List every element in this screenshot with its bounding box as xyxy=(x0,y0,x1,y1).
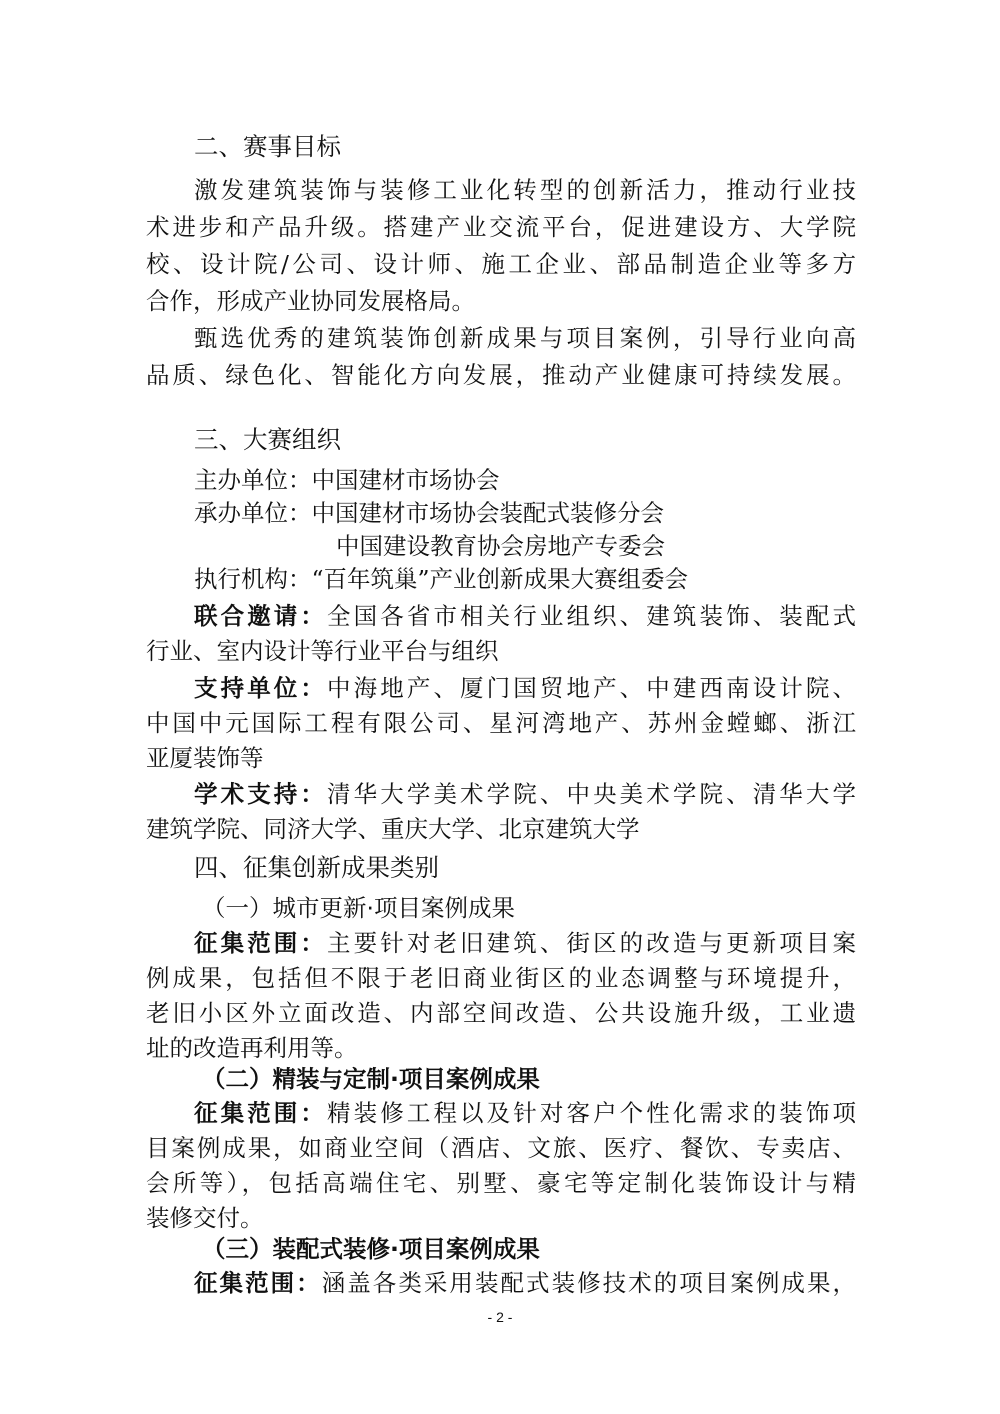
paragraph-line: 目案例成果，如商业空间（酒店、文旅、医疗、餐饮、专卖店、 xyxy=(146,1134,856,1162)
category-1-title: （一）城市更新·项目案例成果 xyxy=(202,894,515,922)
academic-row xyxy=(194,778,856,810)
category-2-title: （二）精装与定制·项目案例成果 xyxy=(202,1065,540,1093)
paragraph-line: 品质、绿色化、智能化方向发展，推动产业健康可持续发展。 xyxy=(146,361,856,389)
host-label: 主办单位： xyxy=(194,466,312,494)
executor-row xyxy=(194,563,904,595)
support-value: 中海地产、厦门国贸地产、中建西南设计院、 xyxy=(327,674,857,702)
invite-label: 联合邀请： xyxy=(194,602,328,630)
section-3-title: 三、大赛组织 xyxy=(194,425,341,454)
paragraph-line: 装修交付。 xyxy=(146,1204,264,1232)
organizer-row xyxy=(194,497,904,529)
academic-label: 学术支持： xyxy=(194,780,328,808)
scope-label: 征集范围： xyxy=(194,1099,328,1127)
support-line-3: 亚厦装饰等 xyxy=(146,744,264,772)
category-3-title: （三）装配式装修·项目案例成果 xyxy=(202,1235,540,1263)
host-value: 中国建材市场协会 xyxy=(311,466,500,494)
category-2-scope xyxy=(194,1097,856,1129)
paragraph-line: 老旧小区外立面改造、内部空间改造、公共设施升级，工业遗 xyxy=(146,999,856,1027)
invite-row xyxy=(194,600,856,632)
paragraph-line: 术进步和产品升级。搭建产业交流平台，促进建设方、大学院 xyxy=(146,213,856,241)
scope-label: 征集范围： xyxy=(194,1269,322,1297)
support-line-2: 中国中元国际工程有限公司、星河湾地产、苏州金螳螂、浙江 xyxy=(146,709,856,737)
organizer-value: 中国建材市场协会装配式装修分会 xyxy=(311,499,664,527)
academic-value: 清华大学美术学院、中央美术学院、清华大学 xyxy=(327,780,857,808)
scope-label: 征集范围： xyxy=(194,929,328,957)
category-3-scope xyxy=(194,1267,856,1299)
support-row xyxy=(194,672,856,704)
paragraph-line: 址的改造再利用等。 xyxy=(146,1034,358,1062)
host-row xyxy=(194,464,904,496)
academic-line-2: 建筑学院、同济大学、重庆大学、北京建筑大学 xyxy=(146,815,640,843)
scope-text: 主要针对老旧建筑、街区的改造与更新项目案 xyxy=(327,929,857,957)
scope-text: 精装修工程以及针对客户个性化需求的装饰项 xyxy=(327,1099,857,1127)
section-2-title: 二、赛事目标 xyxy=(194,132,341,161)
paragraph-line: 甄选优秀的建筑装饰创新成果与项目案例，引导行业向高 xyxy=(194,324,856,352)
category-1-scope xyxy=(194,927,856,959)
section-4-title: 四、征集创新成果类别 xyxy=(194,853,439,882)
invite-value: 全国各省市相关行业组织、建筑装饰、装配式 xyxy=(327,602,857,630)
organizer-label: 承办单位： xyxy=(194,499,312,527)
paragraph-line: 激发建筑装饰与装修工业化转型的创新活力，推动行业技 xyxy=(194,176,856,204)
paragraph-line: 例成果，包括但不限于老旧商业街区的业态调整与环境提升， xyxy=(146,964,856,992)
invite-line-2: 行业、室内设计等行业平台与组织 xyxy=(146,637,499,665)
scope-text: 涵盖各类采用装配式装修技术的项目案例成果， xyxy=(321,1269,857,1297)
support-label: 支持单位： xyxy=(194,674,328,702)
executor-label: 执行机构： xyxy=(194,565,312,593)
page-number: - 2 - xyxy=(487,1309,513,1325)
paragraph-line: 校、设计院/公司、设计师、施工企业、部品制造企业等多方 xyxy=(146,250,856,278)
paragraph-line: 会所等），包括高端住宅、别墅、豪宅等定制化装饰设计与精 xyxy=(146,1169,856,1197)
paragraph-line: 合作，形成产业协同发展格局。 xyxy=(146,287,475,315)
executor-value: “百年筑巢”产业创新成果大赛组委会 xyxy=(311,565,689,593)
organizer-value-2: 中国建设教育协会房地产专委会 xyxy=(336,532,665,560)
